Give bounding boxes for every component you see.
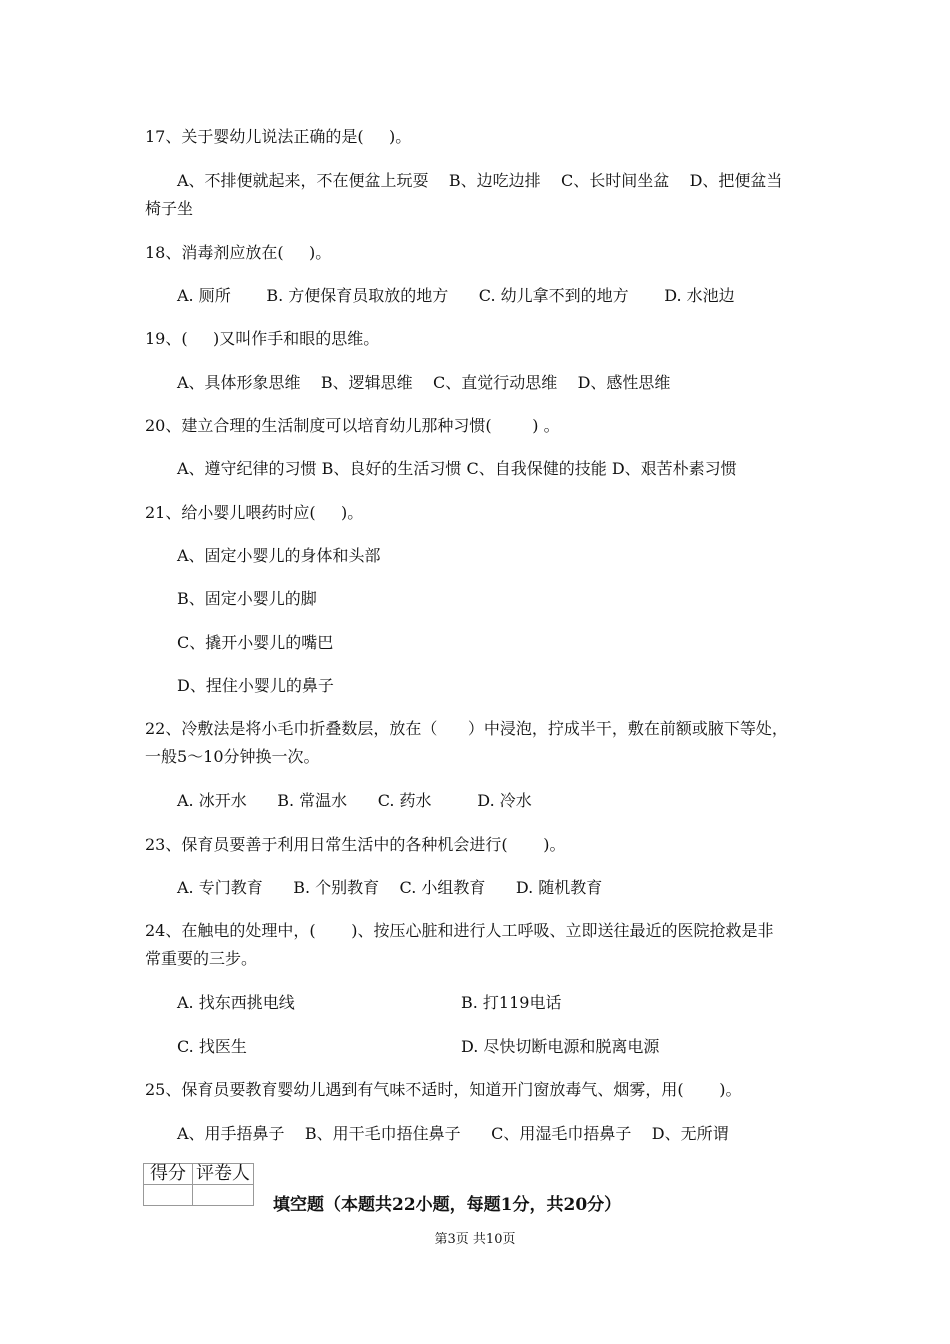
question-stem: 20、建立合理的生活制度可以培育幼儿那种习惯( ) 。 (145, 416, 560, 435)
question-options: A. 专门教育 B. 个别教育 C. 小组教育 D. 随机教育 (177, 878, 603, 897)
score-box (143, 1163, 254, 1206)
question-options: A、具体形象思维 B、逻辑思维 C、直觉行动思维 D、感性思维 (177, 373, 671, 392)
page-footer: 第3页 共10页 (434, 1232, 516, 1247)
question-stem-continued: 一般5～10分钟换一次。 (145, 747, 320, 766)
question-stem: 19、( )又叫作手和眼的思维。 (145, 329, 380, 348)
question-stem: 24、在触电的处理中，( )、按压心脏和进行人工呼吸、立即送往最近的医院抢救是非 (145, 921, 774, 940)
option-d: D. 尽快切断电源和脱离电源 (461, 1037, 660, 1056)
option-c: C、撬开小婴儿的嘴巴 (177, 633, 334, 652)
grader-cell (193, 1185, 254, 1206)
question-options: A. 厕所 B. 方便保育员取放的地方 C. 幼儿拿不到的地方 D. 水池边 (177, 286, 735, 305)
question-options: A、遵守纪律的习惯 B、良好的生活习惯 C、自我保健的技能 D、艰苦朴素习惯 (177, 459, 737, 478)
question-stem: 18、消毒剂应放在( )。 (145, 243, 332, 262)
question-options: A. 冰开水 B. 常温水 C. 药水 D. 冷水 (177, 791, 532, 810)
question-stem: 23、保育员要善于利用日常生活中的各种机会进行( )。 (145, 835, 566, 854)
question-options: A、不排便就起来，不在便盆上玩耍 B、边吃边排 C、长时间坐盆 D、把便盆当 (177, 171, 783, 190)
question-options: A、用手捂鼻子 B、用干毛巾捂住鼻子 C、用湿毛巾捂鼻子 D、无所谓 (177, 1124, 729, 1143)
option-a: A、固定小婴儿的身体和头部 (177, 546, 381, 565)
option-a: A. 找东西挑电线 (177, 993, 295, 1012)
section-title: 填空题（本题共22小题，每题1分，共20分） (273, 1195, 622, 1215)
question-stem: 25、保育员要教育婴幼儿遇到有气味不适时，知道开门窗放毒气、烟雾，用( )。 (145, 1080, 742, 1099)
option-d: D、捏住小婴儿的鼻子 (177, 676, 334, 695)
grader-label: 评卷人 (193, 1164, 254, 1185)
question-options-continued: 椅子坐 (145, 199, 194, 218)
score-cell (144, 1185, 193, 1206)
question-stem-continued: 常重要的三步。 (145, 949, 258, 968)
question-stem: 22、冷敷法是将小毛巾折叠数层，放在（ ）中浸泡，拧成半干，敷在前额或腋下等处， (145, 719, 788, 738)
option-b: B、固定小婴儿的脚 (177, 589, 317, 608)
option-c: C. 找医生 (177, 1037, 247, 1056)
option-b: B. 打119电话 (461, 993, 562, 1012)
question-stem: 21、给小婴儿喂药时应( )。 (145, 503, 364, 522)
question-stem: 17、关于婴幼儿说法正确的是( )。 (145, 127, 412, 146)
score-label: 得分 (144, 1164, 193, 1185)
